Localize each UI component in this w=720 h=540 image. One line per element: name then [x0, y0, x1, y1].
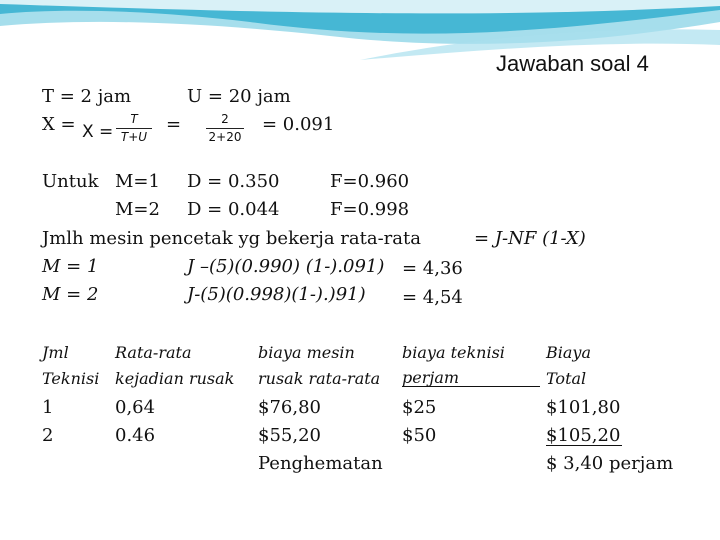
untuk-m1: M=1 [115, 171, 160, 192]
given-u: U = 20 jam [187, 86, 291, 107]
calc-m2: M = 2 [42, 284, 99, 305]
fraction-denominator: 2+20 [208, 130, 242, 144]
header-jml-1: Jml [42, 343, 69, 362]
fraction-numerator: 2 [221, 112, 229, 126]
untuk-d1: D = 0.350 [187, 171, 280, 192]
given-t: T = 2 jam [42, 86, 132, 107]
row1-biaya-total: $101,80 [546, 397, 621, 418]
penghematan-label: Penghematan [258, 453, 383, 474]
untuk-d2: D = 0.044 [187, 199, 280, 220]
formula-fraction [116, 112, 152, 145]
formula-denominator: T+U [120, 130, 148, 144]
formula-numerator: T [130, 112, 138, 126]
formula-lhs: X = [82, 122, 114, 142]
numeric-fraction [206, 112, 244, 145]
row2-biaya-total: $105,20 [546, 425, 621, 446]
header-rata-2: kejadian rusak [115, 369, 235, 388]
header-biaya-total-1: Biaya [546, 343, 591, 362]
x-label: X = [42, 114, 76, 135]
row1-rata: 0,64 [115, 397, 156, 418]
untuk-m2: M=2 [115, 199, 160, 220]
untuk-f2: F=0.998 [330, 199, 410, 220]
row2-rata: 0.46 [115, 425, 156, 446]
jmlh-label: Jmlh mesin pencetak yg bekerja rata-rata [42, 228, 421, 249]
row1-biaya-teknisi: $25 [402, 397, 437, 418]
calc-expr2: J-(5)(0.998)(1-).)91) [187, 284, 366, 305]
row1-jml: 1 [42, 397, 54, 418]
header-biaya-mesin-2: rusak rata-rata [258, 369, 381, 388]
calc-res2: = 4,54 [402, 287, 463, 308]
header-biaya-teknisi-1: biaya teknisi [402, 343, 505, 362]
page-title: Jawaban soal 4 [496, 51, 649, 76]
x-result: = 0.091 [262, 114, 335, 135]
header-biaya-total-2: Total [546, 369, 587, 388]
row1-biaya-mesin: $76,80 [258, 397, 321, 418]
header-biaya-mesin-1: biaya mesin [258, 343, 355, 362]
calc-res1: = 4,36 [402, 258, 463, 279]
calc-expr1: J –(5)(0.990) (1-).091) [187, 256, 385, 277]
untuk-f1: F=0.960 [330, 171, 410, 192]
untuk-label: Untuk [42, 171, 99, 192]
equals-sign: = [166, 114, 182, 135]
row2-biaya-mesin: $55,20 [258, 425, 321, 446]
penghematan-value: $ 3,40 perjam [546, 453, 674, 474]
calc-m1: M = 1 [42, 256, 99, 277]
header-biaya-teknisi-2: perjam [402, 369, 540, 387]
header-jml-2: Teknisi [42, 369, 100, 388]
row2-biaya-teknisi: $50 [402, 425, 437, 446]
header-rata-1: Rata-rata [115, 343, 192, 362]
row2-jml: 2 [42, 425, 54, 446]
jmlh-formula: = J-NF (1-X) [474, 228, 586, 249]
